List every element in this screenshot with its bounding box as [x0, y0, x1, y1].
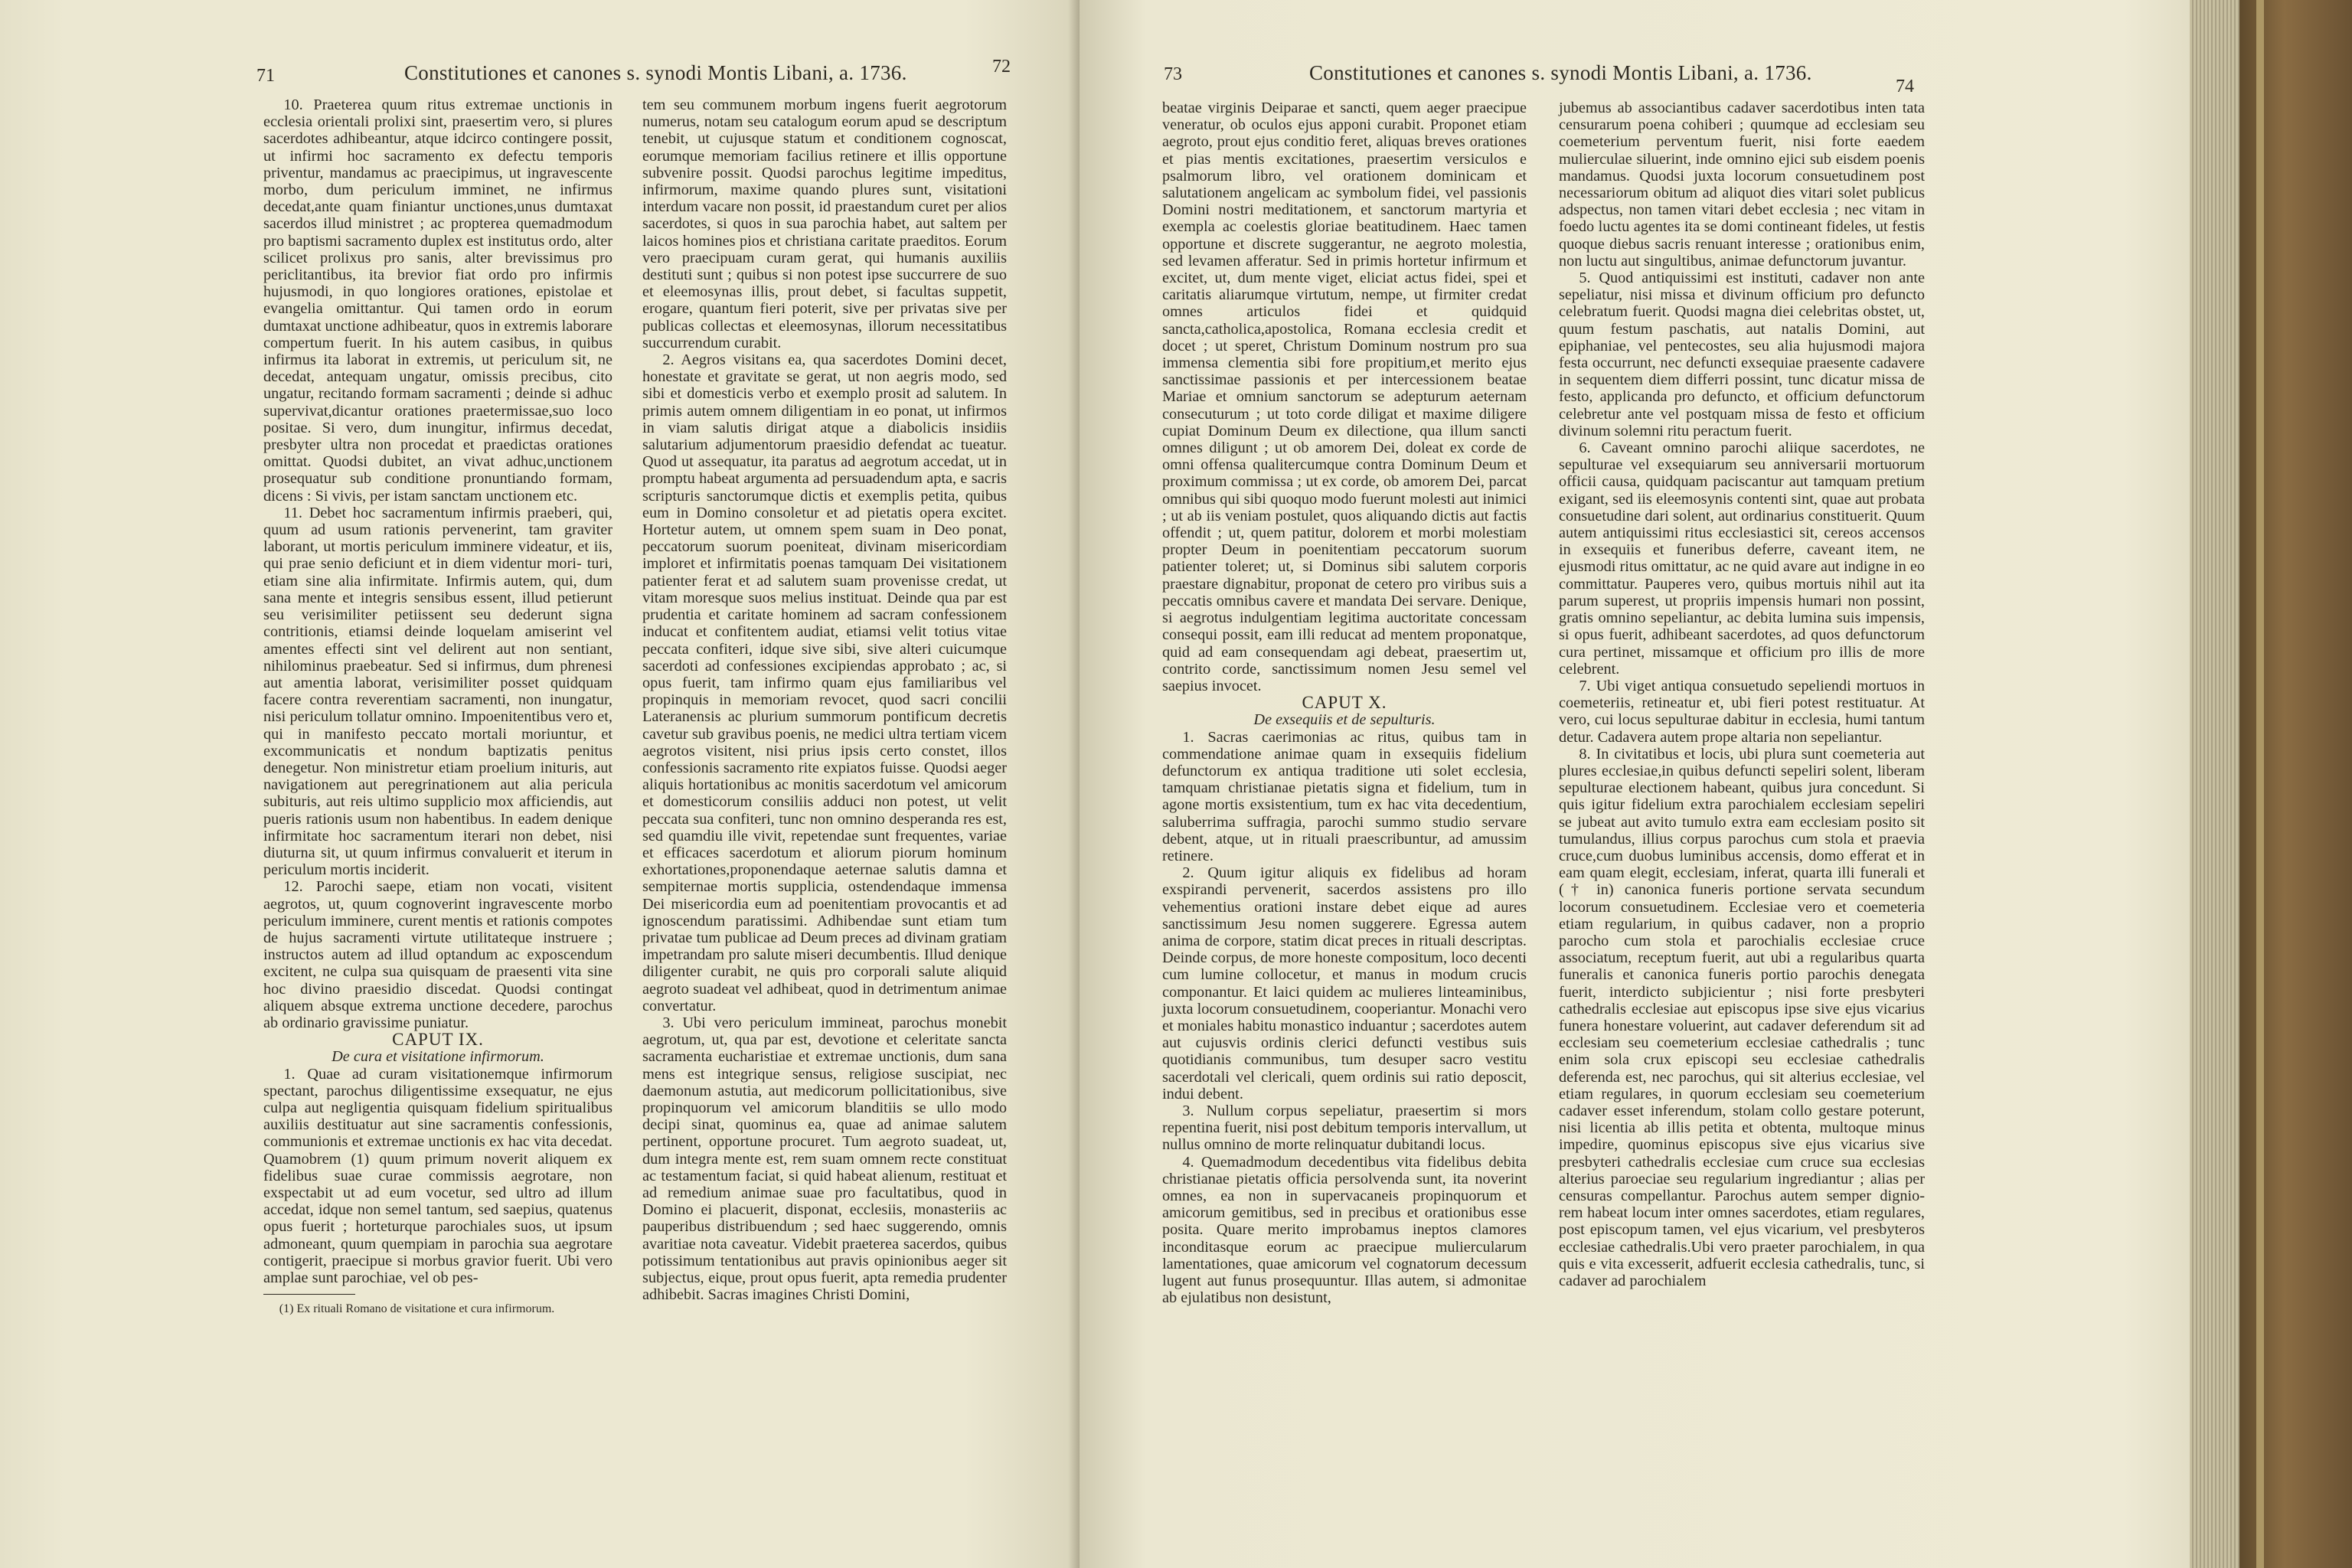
book-cover: [2239, 0, 2352, 1568]
column-73: [1162, 100, 1527, 1306]
paragraph: 11. Debet hoc sacramentum infirmis praeberi, qui, quum ad usum rationis pervenerint, tam graviter laborant, ut mortis periculum imminere videatur, et iis, qui prae senio deficiunt et in diem videntur mori- turi, etiam sine alia infirmitate. Infirmis autem, qui, dum sana mente et integris sensibus essent, illud petierunt seu verisimiliter petiissent seu dederunt signa contritionis, etiamsi deinde loquelam amiserint vel amentes effecti sint vel delirent aut non sentiant, nihilominus praebeatur. Sed si infirmus, dum phrenesi aut amentia laborat, verisimiliter posset quidquam facere contra reverentiam sacramenti, non inungatur, nisi periculum tollatur omnino. Impoenitentibus vero et, qui in manifesto peccato mortali moriuntur, et excommunicatis et nondum baptizatis penitus denegetur. Non ministretur etiam proelium inituris, aut navigationem aut peregrinationem aut alia pericula subituris, aut reis ultimo supplicio mox afficiendis, aut pueris rationis usum non habentibus. In eadem denique infirmitate hoc sacramentum iterari non debet, nisi diuturna sit, ut quum infirmus convaluerit et iterum in periculum mortis inciderit.: [263, 504, 612, 879]
chapter-heading: CAPUT X.: [1302, 693, 1387, 713]
paragraph: 1. Quae ad curam visitationemque infirmorum spectant, parochus diligentissime exsequatur, ne ejus culpa aut negligentia quisquam fidelium spiritualibus auxiliis destituatur aut sine sacramentis confessionis, communionis et extremae unctionis ex hac vita decedat. Quamobrem (1) quum primum noverit aliquem ex fidelibus suae curae commissis aegrotare, non exspectabit ut ad eum vocetur, sed ultro ad illum accedat, idque non semel tantum, sed saepius, quatenus opus fuerit ; horteturque parochiales suos, ut ipsum admoneant, quum quempiam in parochia sua aegrotare contigerit, praecipue si morbus gravior fuerit. Ubi vero amplae sunt parochiae, vel ob pes-: [263, 1065, 612, 1287]
paragraph: 4. Quemadmodum decedentibus vita fidelibus debita christianae pietatis officia persolvenda sunt, ita noverint omnes, ea non in supervacaneis propinquorum et amicorum gemitibus, sed in precibus et orationibus esse posita. Quare merito improbamus ineptos clamores inconditasque eorum ac praecipue muliercularum lamentationes, quae amicorum vel cognatorum decessum lugent aut funus prosequuntur. Illas autem, si admonitae ab ejulatibus non desistunt,: [1162, 1153, 1527, 1307]
paragraph: 2. Aegros visitans ea, qua sacerdotes Domini decet, honestate et gravitate se gerat, ut non aegris modo, sed sibi et domesticis verbo et exemplo prosit ad salutem. In primis autem omnem diligentiam in eo ponat, ut infirmos in viam salutis dirigat atque a diabolicis insidiis salutarium adjumentorum praesidio defendat ac tueatur. Quod ut assequatur, ita paratus ad aegrotum accedat, ut in promptu habeat argumenta ad persuadendum apta, e sacris scripturis sanctorumque dictis et exemplis petita, quibus eum in Domino consoletur et ad pietatis opera excitet. Hortetur autem, ut omnem spem suam in Deo ponat, peccatorum suorum poeniteat, divinam misericordiam imploret et infirmitatis poenas tamquam Dei visitationem patienter ferat et ad salutem suam provenisse credat, ut vitam moresque suos melius instituat. Deinde qua par est prudentia et caritate hominem ad sacram confessionem inducat et confitentem audiat, etiamsi velit totius vitae peccata confiteri, idque sive sibi, sive alteri cuicumque sacerdoti ad confessiones excipiendas approbato ; ac, si opus fuerit, tam infirmo quam ejus familiaribus vel propinquis in memoriam revocet, quod sacri concilii Lateranensis ac plurium summorum pontificum decretis cavetur sub gravibus poenis, ne medici ultra tertiam vicem aegrotos visitent, nisi prius ipsis certo constet, illos confessionis sacramento rite expiatos fuisse. Quodsi aeger aliquis hortationibus ac monitis sacerdotum vel amicorum et domesticorum consiliis adduci non potest, ut velit peccata sua confiteri, tunc non omnino desperanda res est, sed quamdiu ille vivit, repetendae sunt frequentes, variae et efficaces sacerdotum et aliorum piorum hominum exhortationes,proponendaque aeternae salutis damna et sempiternae mortis supplicia, ostendendaque immensa Dei misericordia eum ad poenitentiam provocantis et ad ignoscendum paratissimi. Adhibendae sunt etiam tum privatae tum publicae ad Deum preces ad divinam gratiam impetrandam pro salute miseri decumbentis. Illud denique diligenter curabit, ne quis pro corporali salute aliquid aegroto suadeat vel adhibeat, quod in detrimentum animae convertatur.: [642, 351, 1007, 1014]
page-number-73: 73: [1164, 64, 1182, 84]
running-head-left: Constitutiones et canones s. synodi Montis Libani, a. 1736.: [404, 61, 907, 84]
paragraph: jubemus ab associantibus cadaver sacerdotibus inten tata censurarum poena cohiberi ; quumque ad ecclesiam seu coemeterium perventum fuerit, nisi forte eaedem mulierculae siluerint, inde omnino ejici sub eisdem poenis mandamus. Quodsi juxta locorum consuetudinem post necessariorum obitum ad aliquot dies vitari solet publicus adspectus, non tamen vitari debet ecclesia ; nec vitam in foedo luctu agentes ita se domi contineant fideles, ut festis quoque diebus sacris renuant interesse ; orationibus enim, non luctu aut singultibus, animae defunctorum juvantur.: [1559, 100, 1925, 270]
paragraph: 3. Nullum corpus sepeliatur, praesertim si mors repentina fuerit, nisi post debitum temporis intervallum, ut nullus omnino de morte relinquatur dubitandi locus.: [1162, 1102, 1527, 1154]
paragraph: beatae virginis Deiparae et sancti, quem aeger praecipue veneratur, ob oculos ejus apponi curabit. Proponet etiam aegroto, prout ejus conditio feret, aliquas breves orationes et pias mentis excitationes, praesertim versiculos e psalmorum libro, vel orationem dominicam et salutationem angelicam ac symbolum fidei, vel passionis Domini nostri meditationem, et sanctorum martyria et exempla ac coelestis gloriae beatitudinem. Haec tamen opportune et discrete suggerantur, ne aegroto molestia, sed levamen afferatur. Sed in primis hortetur infirmum et excitet, ut, dum mente viget, eliciat actus fidei, spei et caritatis aliarumque virtutum, nempe, ut firmiter credat omnes articulos fidei et quidquid sancta,catholica,apostolica, Romana ecclesia credit et docet ; ut speret, Christum Dominum nostrum pro sua immensa clementia sibi fore propitium,et merito ejus sanctissimae passionis et per intercessionem beatae Mariae et omnium sanctorum se adepturum aeternam consecuturum ; ut toto corde diligat et maxime diligere cupiat Dominum Deum ex dilectione, qua illum sancti omnes diligunt ; ut ob amorem Dei, doleat ex corde de omni offensa qualitercumque contra Dominum Deum et proximum commissa ; ut ex corde, ob amorem Dei, parcat omnibus qui sibi quoquo modo fuerunt molesti aut inimici ; ut ab iis veniam postulet, quos aliquando dictis aut factis offendit ; ut, quem patitur, dolorem et morbi molestiam propter Deum in poenitentiam peccatorum suorum patienter toleret; ut, si Dominus sibi salutem corporis praestare dignabitur, proponat de cetero pro viribus suis a peccatis omnibus cavere et mandata Dei servare. Denique, si aegrotus indulgentiam legitima auctoritate concessam consequi possit, eam illi reducat ad mentem proponatque, quid ad eam consequendam agi debeat, praesertim ut, contrito corde, sanctissimum nomen Jesu semel vel saepius invocet.: [1162, 100, 1527, 694]
paragraph: 12. Parochi saepe, etiam non vocati, visitent aegrotos, ut, quum cognoverint ingravescente morbo periculum imminere, curent mentis et rationis compotes de hujus sacramenti virtute utilitateque instruere ; instructos autem ad illud optandum ac exposcendum excitent, ne culpa sua quisquam de praesenti vita sine hoc divino praesidio discedat. Quodsi contingat aliquem absque extrema unctione decedere, parochus ab ordinario gravissime puniatur.: [263, 878, 612, 1031]
chapter-subtitle: De cura et visitatione infirmorum.: [332, 1048, 544, 1066]
paragraph: 8. In civitatibus et locis, ubi plura sunt coemeteria aut plures ecclesiae,in quibus defuncti sepeliri solent, liberam sepulturae electionem habeant, quibus jura concedunt. Si quis igitur fidelium extra parochialem ecclesiam sepeliri se jubeat aut avito tumulo extra eam ecclesiam posito sit tumulandus, illius corpus parochus cum stola et praevia cruce,cum duobus luminibus accensis, domo efferat et in eam quam elegit, ecclesiam, inferat, quarta illi funerali et († in) canonica funeris portione servata secundum locorum consuetudinem. Ecclesiae vero et coemeteria etiam regularium, in quibus cadaver, non a proprio parocho cum stola et parochialis ecclesiae cruce associatum, receptum fuerit, aut ubi a regularibus quarta funeralis et canonica funeris portio parochis denegata fuerit, interdicto subjicientur ; nisi forte presbyteri cathedralis ecclesiae aut episcopus ipse sive ejus vicarius funera honestare voluerint, aut cadaver deferendum sit ad ecclesiam seu coemeterium ecclesiae cathedralis ; tunc enim sola crux episcopi seu ecclesiae cathedralis deferenda est, nec parochus, qui sit alterius ecclesiae, vel etiam regulares, in quorum ecclesiam seu coemeterium cadaver esset inferendum, stolam collo gestare poterunt, nisi licentia ab illis petita et obtenta, multoque minus impedire, quominus episcopus sive ejus vicarius sive presbyteri cathedralis ecclesiae cum cruce sua ecclesias alterius paroeciae seu regularium ingrediantur ; alias per censuras compellantur. Parochus autem semper dignio- rem habeat locum inter omnes sacerdotes, etiam regulares, post episcopum tamen, vel ejus vicarium, vel presbyteros ecclesiae cathedralis.Ubi vero praeter parochialem, in qua quis e vita excesserit, adfuerit ecclesia cathedralis, tunc, si cadaver ad parochialem: [1559, 745, 1925, 1290]
column-71: [263, 96, 612, 1318]
paragraph: 2. Quum igitur aliquis ex fidelibus ad horam exspirandi pervenerit, sacerdos assistens pro illo vehementius orationi instare debet eique ad aures sanctissimum Jesu nomen suggerere. Egressa autem anima de corpore, statim dicat preces in rituali descriptas. Deinde corpus, de more honeste compositum, loco decenti cum lumine collocetur, et manus in modum crucis componantur. Et laici quidem ac mulieres linteaminibus, juxta locorum consuetudinem, cooperiantur. Monachi vero et moniales habitu monastico induantur ; sacerdotes autem aut cujusvis ordinis clerici defuncti vestibus suis quotidianis communibus, tum desuper sacro vestitu sacerdotali vel clericali, quem ordinis sui ratio deposcit, indui debent.: [1162, 864, 1527, 1102]
paragraph: 5. Quod antiquissimi est instituti, cadaver non ante sepeliatur, nisi missa et divinum officium pro defuncto celebratum fuerit. Quodsi magna diei celebritas obstet, ut, quum festum paschatis, aut natalis Domini, aut epiphaniae, vel pentecostes, seu alia hujusmodi majora festa occurrunt, nec defuncti exsequiae praesente cadavere in sequentem diem differri possint, tunc dicatur missa de festo, applicanda pro defuncto, et officium defunctorum celebretur ante vel postquam missa de festo et officium divinum solemni ritu peractum fuerit.: [1559, 270, 1925, 439]
cover-band: [2256, 0, 2264, 1568]
running-head-right: Constitutiones et canones s. synodi Montis Libani, a. 1736.: [1309, 61, 1812, 84]
page-number-74: 74: [1896, 77, 1914, 96]
paragraph: 1. Sacras caerimonias ac ritus, quibus tam in commendatione animae quam in exsequiis fidelium defunctorum ex antiqua traditione uti solet ecclesia, tamquam christianae pietatis signa et fidelium, tum in agone mortis exsistentium, tum ex hac vita decedentium, saluberrima suffragia, parochi summo studio servare debent, atque, ut in rituali praescribuntur, ad amussim retinere.: [1162, 728, 1527, 864]
chapter-subtitle: De exsequiis et de sepulturis.: [1253, 711, 1436, 729]
chapter-heading: CAPUT IX.: [392, 1030, 484, 1050]
paragraph: 10. Praeterea quum ritus extremae unctionis in ecclesia orientali prolixi sint, praesertim vero, si plures sacerdotes adhibeantur, atque idcirco contingere possit, ut infirmi hoc sacramento ex defectu temporis priventur, mandamus ac praecipimus, ut ingravescente morbo, dum periculum imminet, ne infirmus decedat,ante quam finiantur unctiones,unus dumtaxat sacerdos illud ministret ; ac propterea quemadmodum pro baptismi sacramento duplex est institutus ordo, alter scilicet prolixus pro sanis, alter brevissimus pro periclitantibus, ita brevior fiat ordo pro infirmis hujusmodi, in quo longiores orationes, epistolae et evangelia omittantur. Qui tamen ordo in eorum dumtaxat unctione adhibeatur, quos in extremis laborare compertum fuerit. In his autem casibus, in quibus infirmus ita laborat in extremis, ut periculum sit, ne decedat, antequam ungatur, omissis precibus, cito ungatur, recitando formam sacramenti ; deinde si adhuc supervivat,dicantur orationes praetermissae,suo loco positae. Si vero, dum inungitur, infirmus decedat, presbyter ultra non procedat et praedictas orationes omittat. Quodsi dubitet, an vivat adhuc,unctionem prosequatur sub conditione pronuntiando formam, dicens : Si vivis, per istam sanctam unctionem etc.: [263, 96, 612, 505]
column-74: [1559, 100, 1925, 1289]
footnote: (1) Ex rituali Romano de visitatione et cura infirmorum.: [279, 1302, 555, 1316]
page-number-72: 72: [992, 57, 1011, 77]
paragraph: 3. Ubi vero periculum immineat, parochus monebit aegrotum, ut, qua par est, devotione et celeritate sancta sacramenta eucharistiae et extremae unctionis, dum sana mens est integrique sensus, religiose suscipiat, nec daemonum astutia, aut medicorum pollicitationibus, sive propinquorum vel amicorum blanditiis se ullo modo decipi sinat, quominus ea, quae ad animae salutem pertinent, opportune procuret. Tum aegroto suadeat, ut, dum integra mente est, rem suam omnem recte constituat ac testamentum faciat, si quid habeat alienum, restituat et ad remedium animae suae pro facultatibus, quod in Domino ei placuerit, disponat, ecclesiis, monasteriis ac pauperibus distribuendum ; sed haec suggerendo, omnis avaritiae nota caveatur. Videbit praeterea sacerdos, quibus potissimum tentationibus aut pravis opinionibus aeger sit subjectus, eique, prout opus fuerit, apta remedia prudenter adhibebit. Sacras imagines Christi Domini,: [642, 1014, 1007, 1304]
page-number-71: 71: [256, 66, 275, 86]
footnote-rule: [263, 1294, 355, 1295]
right-page: [1080, 0, 2190, 1568]
paragraph: tem seu communem morbum ingens fuerit aegrotorum numerus, notam seu catalogum eorum apud se descriptum tenebit, ut cujusque statum et conditionem cognoscat, eorumque memoriam facilius retinere et illis opportune subvenire possit. Quodsi parochus legitime impeditus, infirmorum, maxime quando plures sunt, visitationi interdum vacare non possit, id praestandum curet per alios sacerdotes, si quos in sua parochia habet, aut saltem per laicos homines pios et christiana caritate praeditos. Eorum vero praecipuam curam gerat, qui humanis auxiliis destituti sunt ; quibus si non potest ipse succurrere de suo et eleemosynas illis, prout debet, si facultas suppetit, erogare, quantum fieri poterit, sive per privatas sive per publicas collectas et eleemosynas, illorum necessitatibus succurrendum curabit.: [642, 96, 1007, 351]
paragraph: 7. Ubi viget antiqua consuetudo sepeliendi mortuos in coemeteriis, retineatur et, ubi fieri potest restituatur. At vero, cui locus sepulturae dabitur in ecclesia, humi tantum detur. Cadavera autem prope altaria non sepeliantur.: [1559, 677, 1925, 746]
left-page: [0, 0, 1095, 1568]
page-edges: [2190, 0, 2243, 1568]
paragraph: 6. Caveant omnino parochi aliique sacerdotes, ne sepulturae vel exsequiarum seu anniversarii mortuorum officii causa, quidquam paciscantur aut tamquam pretium exigant, sed iis eleemosynis contenti sint, quae aut probata consuetudine dari solent, aut ordinarius constituerit. Quum autem antiquissimi ritus ecclesiastici sit, cereos accensos in exsequiis et funeribus deferre, caveant item, ne ejusmodi ritus omittatur, ac ne quid avare aut indigne in eo committatur. Pauperes vero, quibus mortuis nihil aut ita parum superest, ut propriis impensis humari non possint, gratis omnino sepeliantur, ac debita lumina suis impensis, si opus fuerit, adhibeant sacerdotes, ad quos defunctorum cura pertinet, missamque et officium pro illis de more celebrent.: [1559, 439, 1925, 678]
column-72: [642, 96, 1007, 1303]
